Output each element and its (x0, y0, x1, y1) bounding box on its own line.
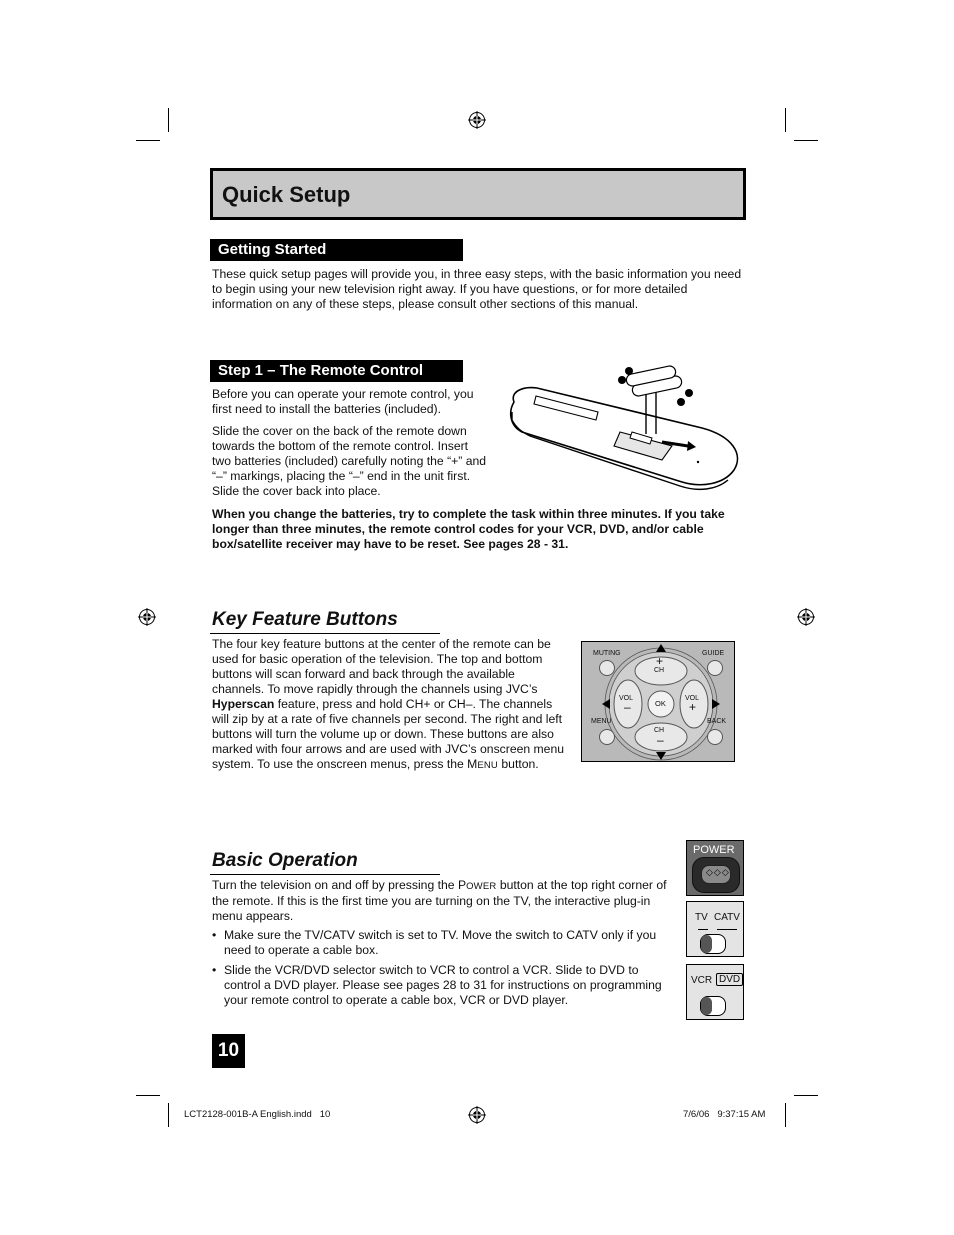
footer-date: 7/6/06 9:37:15 AM (683, 1109, 766, 1120)
ch-down-minus: – (657, 733, 664, 747)
key-feature-heading: Key Feature Buttons (212, 609, 398, 630)
crop-mark (136, 1095, 160, 1096)
getting-started-heading: Getting Started (210, 239, 463, 261)
vol-up-label: VOL (685, 695, 700, 702)
crop-mark (168, 108, 169, 132)
key-feature-text: The four key feature buttons at the center of the remote can be used for basic operation of the television. The top and bottom buttons will scan forward and back through the available channels. To move rapidly through the channels using JVC’s Hyperscan feature, press and hold CH+ or CH–. The channels will zip by at a rate of five channels per second. The right and left buttons will turn the volume up or down. These buttons are also marked with four arrows and are used with JVC’s onscreen menu system. To use the onscreen menus, press the MENU button. (212, 637, 565, 771)
registration-mark-icon (468, 1106, 486, 1124)
vol-up-plus: + (689, 700, 697, 714)
basic-operation-heading: Basic Operation (212, 850, 358, 871)
footer-file-info: LCT2128-001B-A English.indd 10 (184, 1109, 331, 1120)
crop-mark (785, 1103, 786, 1127)
bullet-vcr-dvd: • Slide the VCR/DVD selector switch to VCR to control a VCR. Slide to DVD to control a DVD player. Please see pages 28 to 31 for instructions on programming your remote control to operate a cable box, VCR or DVD player. (212, 963, 674, 1008)
tv-catv-switch-illustration (686, 901, 744, 957)
ch-down-label: CH (654, 727, 665, 734)
ch-up-plus: + (656, 654, 664, 668)
guide-label: GUIDE (702, 650, 725, 657)
ch-up-label: CH (654, 667, 665, 674)
vol-down-label: VOL (619, 695, 634, 702)
page-title-box (210, 168, 746, 220)
crop-mark (794, 140, 818, 141)
crop-mark (136, 140, 160, 141)
step1-heading: Step 1 – The Remote Control (210, 360, 463, 382)
page-title: Quick Setup (222, 182, 351, 207)
back-label: BACK (707, 718, 727, 725)
crop-mark (168, 1103, 169, 1127)
vol-down-minus: – (624, 700, 631, 714)
basic-operation-underline (210, 874, 440, 875)
crop-mark (794, 1095, 818, 1096)
key-feature-underline (210, 633, 440, 634)
dvd-label: DVD (716, 973, 743, 986)
ok-label: OK (655, 699, 666, 708)
crop-mark (785, 108, 786, 132)
battery-warning: When you change the batteries, try to complete the task within three minutes. If you take longer than three minutes, the remote control codes for your VCR, DVD, and/or cable box/satellite receiver may have to be reset. See pages 28 - 31. (212, 507, 725, 551)
registration-mark-icon (468, 111, 486, 129)
getting-started-text: These quick setup pages will provide you, in three easy steps, with the basic information you need to begin using your new television right away. If you have questions, or for more detailed information on any of these steps, please consult other sections of this manual. (212, 267, 742, 311)
bullet-tv-catv: • Make sure the TV/CATV switch is set to TV. Move the switch to CATV only if you need to operate a cable box. (212, 928, 674, 958)
vcr-label: VCR (691, 975, 713, 986)
registration-mark-icon (138, 608, 156, 626)
power-dots-icon: ◇◇◇ (706, 867, 730, 877)
muting-label: MUTING (593, 650, 621, 657)
basic-operation-text: Turn the television on and off by pressing the POWER button at the top right corner of the remote. If this is the first time you are turning on the TV, the interactive plug-in menu appears. • Make sure the TV/CATV switch is set to TV. Move the switch to CATV only if you need to operate a cable box. • Slide the VCR/DVD selector switch to VCR to control a VCR. Slide to DVD to control a DVD player. Please see pages 28 to 31 for instructions on programming your remote control to operate a cable box, VCR or DVD player. (212, 878, 674, 1008)
power-label: POWER (693, 844, 735, 856)
menu-label: MENU (591, 718, 612, 725)
remote-battery-illustration (502, 362, 742, 492)
remote-keypad-illustration (581, 641, 735, 762)
tv-label: TV (695, 912, 708, 923)
power-button-illustration (686, 840, 744, 896)
step1-para-2: Slide the cover on the back of the remote down towards the bottom of the remote control. Insert two batteries (included) carefully noting the “+” and “–” markings, placing the “–” end in the unit first. Slide the cover back into place. (212, 424, 487, 498)
catv-label: CATV (714, 912, 740, 923)
step1-text (212, 387, 488, 499)
page-number: 10 (212, 1034, 245, 1068)
vcr-dvd-switch-illustration (686, 964, 744, 1020)
step1-para-1: Before you can operate your remote control, you first need to install the batteries (included). (212, 387, 474, 416)
registration-mark-icon (797, 608, 815, 626)
